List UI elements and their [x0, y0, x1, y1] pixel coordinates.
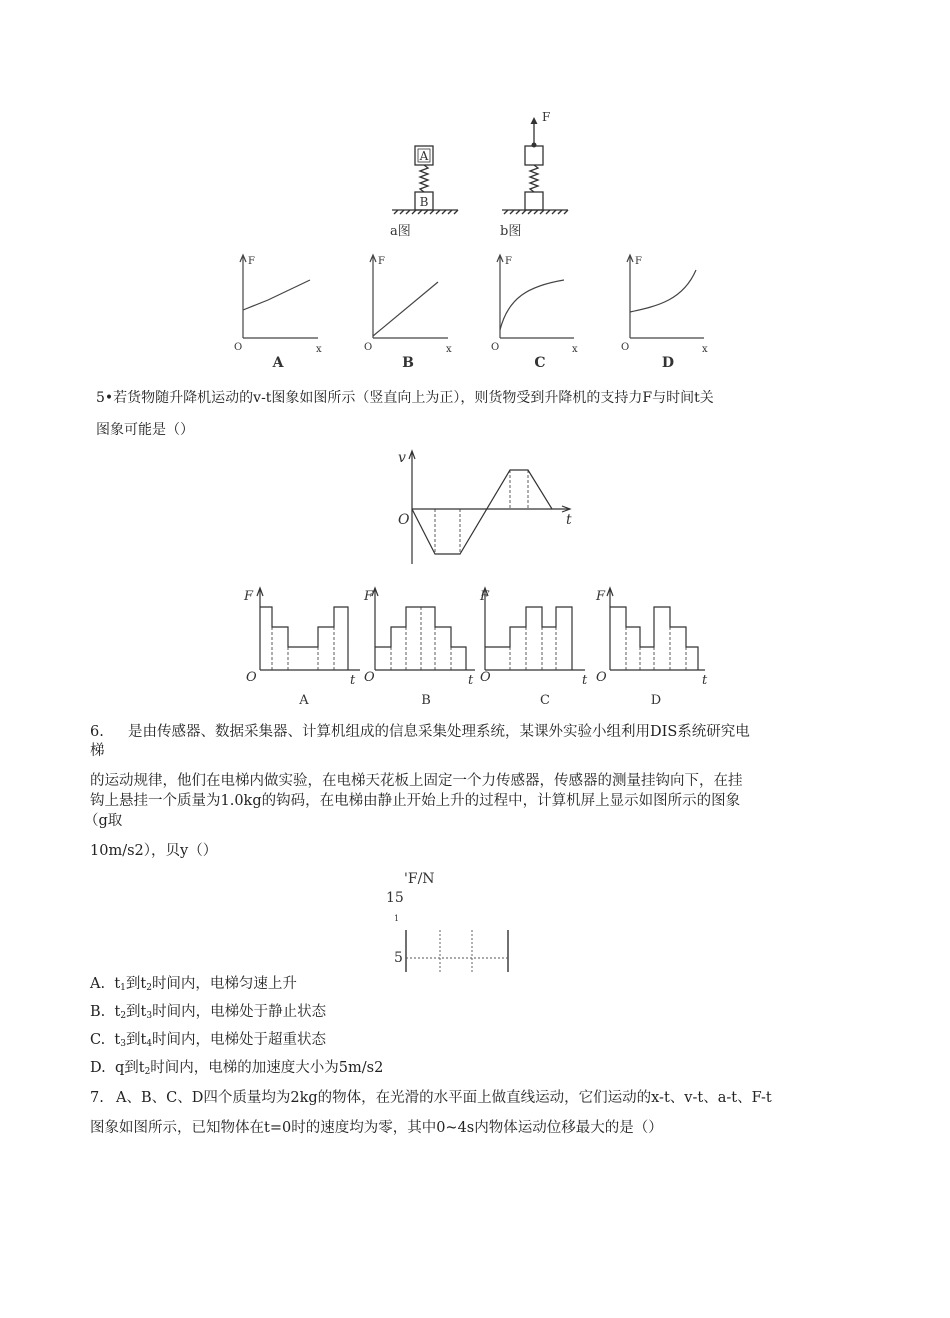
q6-line3: 钩上悬挂一个质量为1.0kg的钩码，在电梯由静止开始上升的过程中，计算机屏上显示如图所示的图象 — [90, 793, 741, 809]
q6-line1: 是由传感器、数据采集器、计算机组成的信息采集处理系统，某课外实验小组利用DIS系统研究电 — [128, 724, 750, 740]
q7-number: 7. — [90, 1090, 104, 1106]
q6-number: 6. — [90, 724, 104, 740]
option-letter: D. — [90, 1060, 106, 1076]
fn-tick-5: 5 — [394, 950, 403, 966]
q5-line1: 5•若货物随升降机运动的v-t图象如图所示（竖直向上为正），则货物受到升降机的支持力F与时间t关 — [96, 390, 714, 406]
q6-line4: （g取 — [84, 813, 123, 829]
fn-ylabel: 'F/N — [404, 871, 435, 887]
fx-c-xaxis: x — [572, 344, 578, 355]
q6-line2: 的运动规律，他们在电梯内做实验，在电梯天花板上固定一个力传感器，传感器的测量挂钩向下，在挂 — [90, 773, 743, 789]
fx-option-d: D — [661, 355, 675, 371]
fx-graphs — [228, 248, 718, 373]
fx-c-yaxis: F — [505, 256, 512, 267]
q6-option-d[interactable]: D. q到$t_2$时间内，电梯的加速度大小为5m/s2 — [90, 1060, 384, 1077]
fx-c-origin: O — [491, 342, 500, 353]
fx-a-yaxis: F — [248, 256, 255, 267]
ft-c-xaxis: t — [582, 673, 588, 688]
ft-c-yaxis: F — [480, 589, 490, 604]
fx-option-a: A — [272, 355, 284, 371]
fn-tick-1: 1 — [394, 914, 400, 923]
ft-a-yaxis: F — [244, 589, 254, 604]
ft-a-xaxis: t — [350, 673, 356, 688]
option-letter: C. — [90, 1032, 106, 1048]
fx-a-xaxis: x — [316, 344, 322, 355]
ft-b-yaxis: F — [364, 589, 374, 604]
q5-line2: 图象可能是（） — [96, 422, 194, 438]
ft-d-yaxis: F — [596, 589, 606, 604]
fx-d-xaxis: x — [702, 344, 708, 355]
ft-d-origin: O — [596, 670, 607, 685]
fx-b-xaxis: x — [446, 344, 452, 355]
box-a-label: A — [419, 149, 429, 163]
force-label: F — [542, 110, 551, 124]
ft-option-c: C — [540, 693, 550, 708]
q7-line1: A、B、C、D四个质量均为2kg的物体，在光滑的水平面上做直线运动，它们运动的x-t、v-t、a-t、F-t — [116, 1090, 772, 1106]
ft-option-a: A — [299, 693, 309, 708]
q6-option-b[interactable]: B. $t_2$到$t_3$时间内，电梯处于静止状态 — [90, 1004, 327, 1021]
q7-line2: 图象如图所示，已知物体在t=0时的速度均为零，其中0~4s内物体运动位移最大的是（） — [90, 1120, 663, 1136]
fn-tick-15: 15 — [386, 890, 404, 906]
ft-graphs — [240, 585, 715, 710]
q6-line1b: 梯 — [90, 743, 105, 759]
ft-c-origin: O — [480, 670, 491, 685]
ft-b-xaxis: t — [468, 673, 474, 688]
ft-d-xaxis: t — [702, 673, 708, 688]
vt-t-label: t — [566, 512, 572, 528]
spring-figure — [380, 108, 570, 243]
fx-b-yaxis: F — [378, 256, 385, 267]
option-letter: A. — [90, 976, 106, 992]
ft-option-d: D — [650, 693, 662, 708]
box-b-label: B — [419, 195, 429, 209]
vt-o-label: O — [398, 512, 410, 528]
fx-d-origin: O — [621, 342, 630, 353]
q6-option-c[interactable]: C. $t_3$到$t_4$时间内，电梯处于超重状态 — [90, 1032, 327, 1049]
fx-b-origin: O — [364, 342, 373, 353]
fx-option-b: B — [402, 355, 414, 371]
q6-option-a[interactable]: A. $t_1$到$t_2$时间内，电梯匀速上升 — [90, 976, 297, 993]
fx-d-yaxis: F — [635, 256, 642, 267]
q6-line5: 10m/s2），贝y（） — [90, 843, 218, 859]
vt-graph — [390, 446, 585, 568]
ft-option-b: B — [421, 693, 431, 708]
ft-a-origin: O — [246, 670, 257, 685]
ft-b-origin: O — [364, 670, 375, 685]
fx-option-c: C — [534, 355, 546, 371]
vt-v-label: v — [398, 450, 406, 466]
fx-a-origin: O — [234, 342, 243, 353]
option-letter: B. — [90, 1004, 106, 1020]
label-b-figure: b图 — [500, 224, 522, 239]
label-a-figure: a图 — [390, 224, 411, 239]
fn-graph — [380, 866, 520, 974]
